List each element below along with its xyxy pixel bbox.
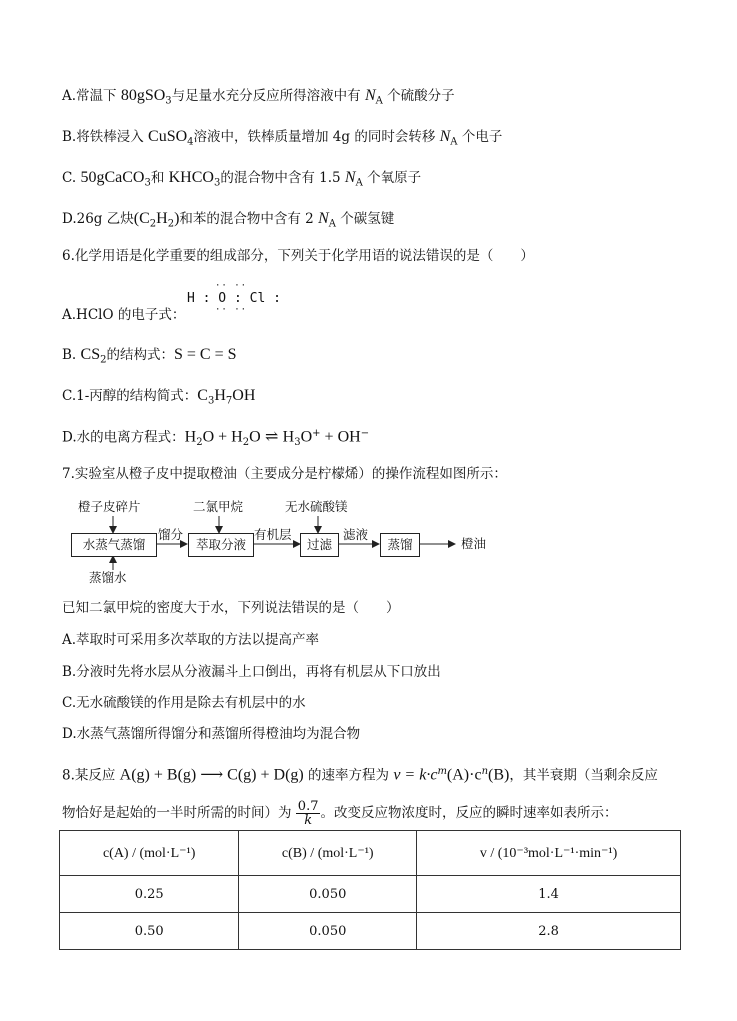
rate-equation: v = k·c [393,766,438,784]
exponent: n [481,766,489,777]
subscript: A [375,95,383,107]
text: A.常温下 [62,88,121,104]
formula: + OH [320,428,361,446]
table-cell: 0.25 [60,876,239,913]
charge: + [312,428,321,439]
text: 个氧原子 [362,170,422,186]
subscript: A [328,218,336,230]
charge: − [360,428,370,439]
text: 8.某反应 [62,767,120,784]
q6-option-c [62,386,255,412]
flow-box-distillation: 蒸馏 [380,533,420,557]
q6-option-d [62,424,369,453]
subscript: 3 [165,95,172,107]
formula: 50gCaCO [80,169,145,186]
formula: O [249,428,261,446]
flow-input-bottom: 蒸馏水 [89,570,127,585]
table-cell: 2.8 [417,913,681,950]
formula: ) [174,210,180,227]
subscript: 2 [196,437,203,449]
lone-pair-dots-bottom: ·· ·· [215,305,248,315]
q7-known: 已知二氯甲烷的密度大于水，下列说法错误的是（ ） [62,600,400,616]
formula: O + H [202,428,243,446]
header-conc-b: c(B) / (mol·L⁻¹) [239,831,417,876]
text: 物恰好是起始的一半时所需的时间）为 [62,805,296,821]
text: B.将铁棒浸入 [62,129,149,145]
text: ，其半衰期（当剩余反应 [509,767,658,784]
avogadro-symbol: N [344,169,356,186]
subscript: 3 [294,437,301,449]
table-cell: 0.050 [239,913,417,950]
formula: CS [80,346,101,363]
hclo-electron-formula [187,281,281,317]
avogadro-symbol: N [318,210,329,227]
text: 。改变反应物浓度时，反应的瞬时速率如表所示： [320,805,618,821]
formula: KHCO [168,169,214,186]
flow-output-orange-oil: 橙油 [461,536,487,551]
formula: 80g [120,87,145,104]
table-row [60,913,681,950]
text: D.26g 乙炔 [62,211,134,227]
formula: O [300,428,313,446]
flow-box-extraction: 萃取分液 [188,533,254,557]
lone-pair-dots-top: ·· ·· [215,281,248,291]
q7-option-c: C.无水硫酸镁的作用是除去有机层中的水 [62,695,306,711]
subscript: 3 [144,177,151,189]
rate-equation: (B) [488,766,510,784]
text: C.1-丙醇的结构简式： [62,388,198,404]
text: 个碳氢键 [335,211,395,227]
formula: C [197,387,208,404]
q6-stem: 6.化学用语是化学重要的组成部分，下列关于化学用语的说法错误的是（ ） [62,248,534,264]
subscript: 2 [167,218,175,230]
exponent: m [437,766,447,777]
table-cell: 1.4 [417,876,681,913]
table-cell: 0.050 [239,876,417,913]
q6-option-b [62,345,236,371]
text: 个电子 [457,129,503,145]
half-life-fraction [296,800,321,827]
flow-arrow-label-organic-layer: 有机层 [254,527,292,542]
formula: H [214,387,226,404]
subscript: 2 [242,437,250,449]
text: 的结构式： [106,347,174,363]
text: 与足量水充分反应所得溶液中有 [171,88,365,104]
subscript: 3 [213,177,221,189]
formula: CuSO [148,128,188,145]
text: 溶液中，铁棒质量增加 4g 的同时会转移 [193,129,440,145]
q5-option-a [62,86,455,112]
structural-formula: S = C = S [173,346,237,363]
text: C. [62,170,81,186]
subscript: 3 [207,395,215,407]
q7-option-a: A.萃取时可采用多次萃取的方法以提高产率 [62,632,320,648]
avogadro-symbol: N [439,128,451,145]
q6-option-a: A.HClO 的电子式： [62,307,186,323]
text: B. [62,347,81,363]
text: D.水的电离方程式： [62,429,185,446]
formula: H [282,428,295,446]
formula: H [156,210,168,227]
formula: OH [232,387,256,404]
q5-option-b [62,127,502,153]
formula: H [184,428,197,446]
q7-stem: 7.实验室从橙子皮中提取橙油（主要成分是柠檬烯）的操作流程如图所示： [62,466,507,482]
q5-option-d [62,209,394,235]
reaction-equation: A(g) + B(g) ⟶ C(g) + D(g) [119,766,304,784]
q7-option-b: B.分液时先将水层从分液漏斗上口倒出，再将有机层从下口放出 [62,664,441,680]
table-row [60,876,681,913]
subscript: 2 [100,354,107,366]
fraction-denominator: k [304,813,313,828]
flow-input-top: 橙子皮碎片 [78,499,141,514]
q5-option-c [62,168,421,194]
header-rate: v / (10⁻³mol·L⁻¹·min⁻¹) [417,831,681,876]
formula: SO [144,87,166,104]
table-cell: 0.50 [60,913,239,950]
subscript: A [450,136,458,148]
text: 的速率方程为 [303,767,394,784]
flow-box-filtration: 过滤 [300,533,339,557]
q7-option-d: D.水蒸气蒸馏所得馏分和蒸馏所得橙油均为混合物 [62,726,361,742]
flow-reagent-mgso4: 无水硫酸镁 [285,499,348,514]
formula: (C [133,210,150,227]
flow-arrow-label-filtrate: 滤液 [343,527,369,542]
table-header-row [60,831,681,876]
flow-reagent-dichloromethane: 二氯甲烷 [193,499,244,514]
text: 个硫酸分子 [382,88,455,104]
q8-stem-line1 [62,762,658,786]
avogadro-symbol: N [364,87,376,104]
rate-equation: (A)·c [446,766,482,784]
subscript: A [355,177,363,189]
electron-formula-atoms: H : O : Cl : [187,291,281,306]
subscript: 2 [149,218,157,230]
header-conc-a: c(A) / (mol·L⁻¹) [60,831,239,876]
rate-table [59,830,681,950]
subscript: 7 [225,395,233,407]
equilibrium-arrow-icon: ⇌ [264,428,279,446]
text: 和苯的混合物中含有 2 [179,211,319,227]
text: 和 [150,170,169,186]
q8-stem-line2 [62,798,617,828]
flow-box-steam-distillation: 水蒸气蒸馏 [71,533,157,557]
fraction-numerator: 0.7 [297,799,319,814]
flow-arrow-label-distillate: 馏分 [158,527,184,542]
text: 的混合物中含有 1.5 [220,170,345,186]
subscript: 4 [187,136,194,148]
